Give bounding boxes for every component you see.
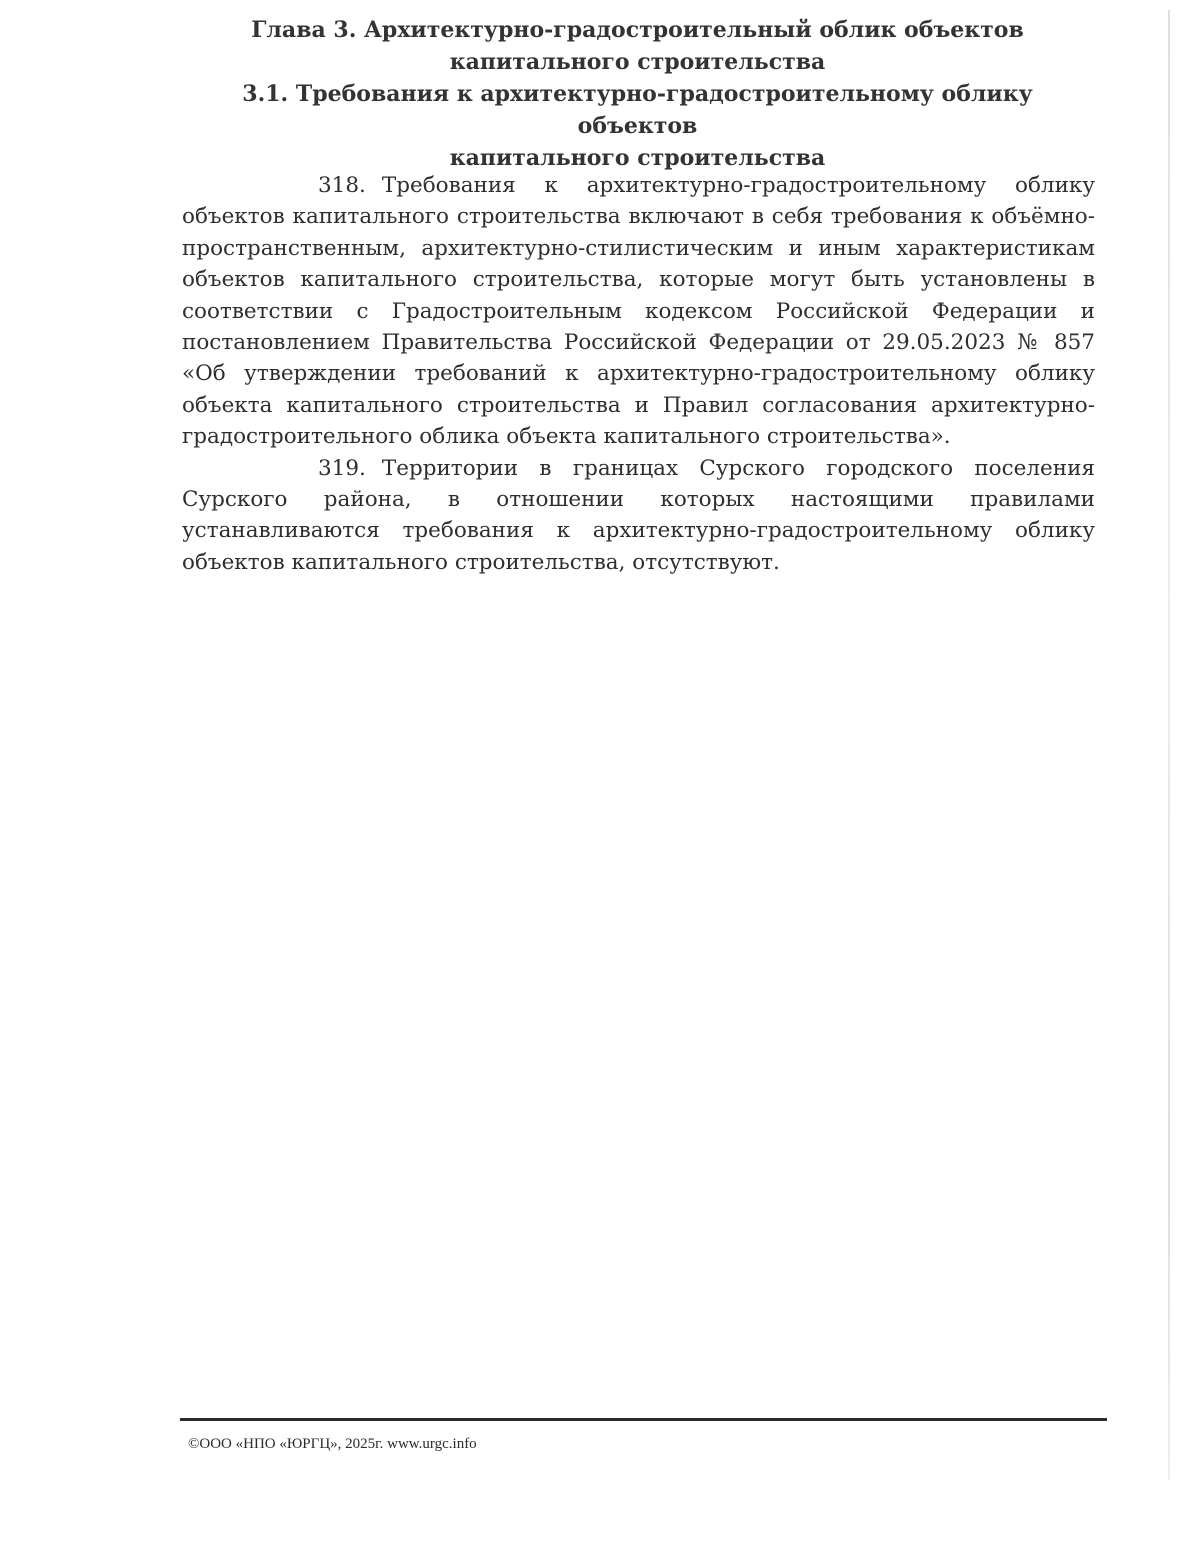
paragraph-number: 318. [318,173,366,198]
paragraph-text: Территории в границах Сурского городского поселения Сурского района, в отношении которых настоящими правилами устанавливаются требования к архитектурно-градостроительному облику объектов капитального строительства, отсутствуют. [182,455,1095,575]
section-title-line1: 3.1. Требования к архитектурно-градостроительному облику объектов [242,81,1033,139]
footer-copyright: ©ООО «НПО «ЮРГЦ», 2025г. www.urgc.info [188,1436,477,1452]
paragraph-text: Требования к архитектурно-градостроительному облику объектов капитального строительства включают в себя требования к объёмно-пространственным, архитектурно-стилистическим и иным характеристикам объектов капитального строительства, которые могут быть установлены в соответствии с Градостроительным кодексом Российской Федерации и постановлением Правительства Российской Федерации от 29.05.2023 № 857 «Об утверждении требований к архитектурно-градостроительному облику объекта капитального строительства и Правил согласования архитектурно-градостроительного облика объекта капитального строительства». [182,173,1095,450]
scan-edge-line [1168,10,1170,1480]
paragraph-number: 319. [318,455,366,481]
paragraph-319 [182,453,1095,579]
chapter-title [180,14,1095,78]
body-text [182,170,1095,578]
section-title [180,78,1095,174]
section-title-line2: капитального строительства [449,145,826,171]
footer-divider [180,1418,1107,1421]
chapter-title-line2: капитального строительства [449,49,826,75]
chapter-title-line1: Глава 3. Архитектурно-градостроительный облик объектов [251,17,1024,43]
paragraph-318 [182,170,1095,453]
